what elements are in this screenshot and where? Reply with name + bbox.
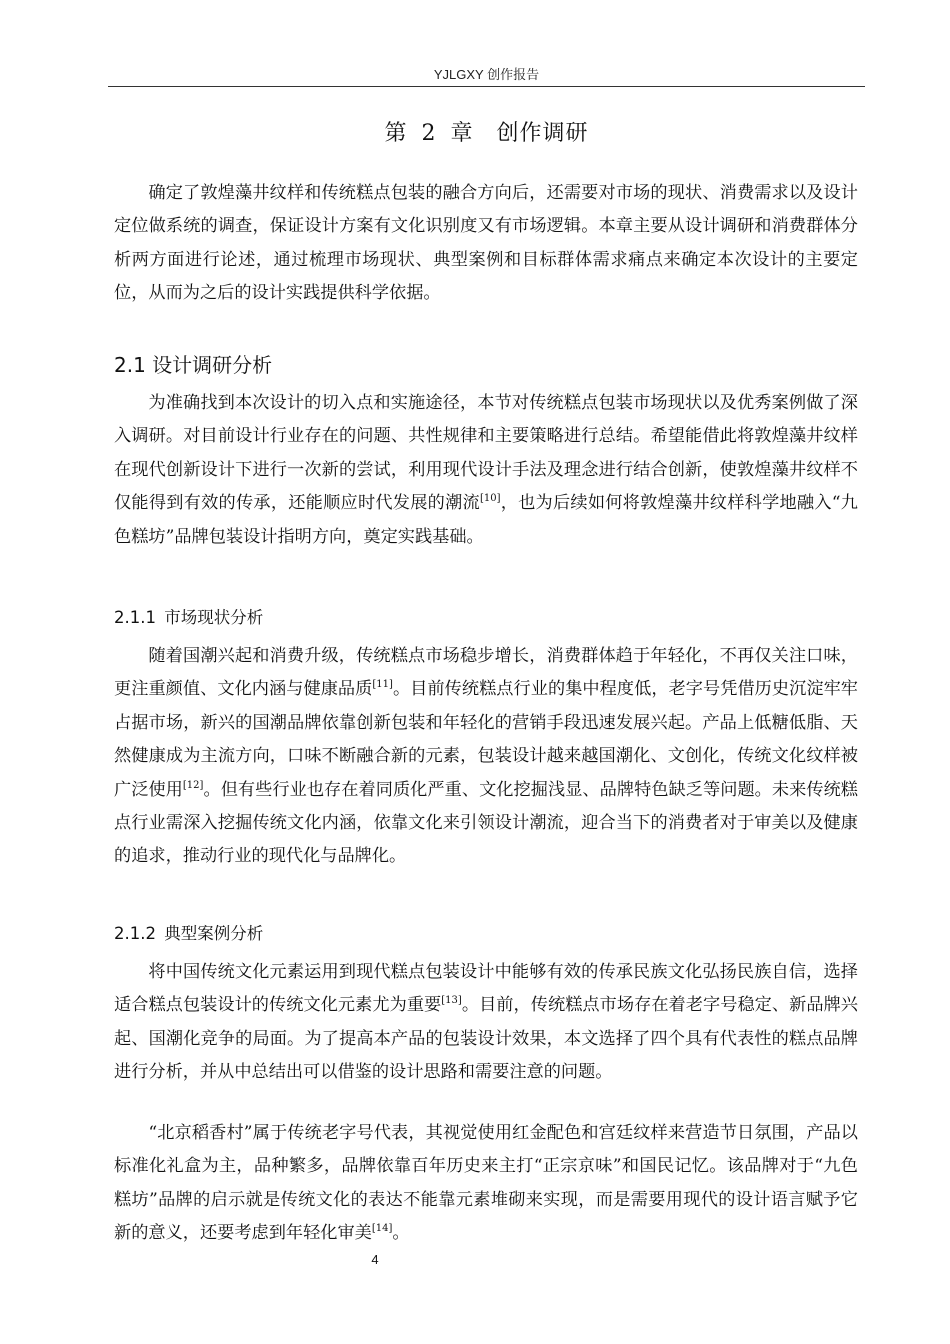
header-rule <box>108 86 865 87</box>
paragraph-text: “北京稻香村”属于传统老字号代表，其视觉使用红金配色和宫廷纹样来营造节日氛围，产品以标准化礼盒为主，品种繁多，品牌依靠百年历史来主打“正宗京味”和国民记忆。该品牌对于“九色糕坊”品牌的启示就是传统文化的表达不能靠元素堆砌来实现，而是需要用现代的设计语言赋予它新的意义，还要考虑到年轻化审美 <box>114 1123 858 1244</box>
citation-ref: [10] <box>479 493 501 505</box>
intro-paragraph: 确定了敦煌藻井纹样和传统糕点包装的融合方向后，还需要对市场的现状、消费需求以及设计定位做系统的调查，保证设计方案有文化识别度又有市场逻辑。本章主要从设计调研和消费群体分析两方面进行论述，通过梳理市场现状、典型案例和目标群体需求痛点来确定本次设计的主要定位，从而为之后的设计实践提供科学依据。 <box>114 183 858 304</box>
paragraph-text: 。目前，传统糕点市场存在着老字号稳定、新品牌兴起、国潮化竞争的局面。为了提高本产品的包装设计效果，本文选择了四个具有代表性的糕点品牌进行分析，并从中总结出可以借鉴的设计思路和需要注意的问题。 <box>114 995 858 1083</box>
section-2-1-1-paragraph <box>114 640 858 874</box>
section-heading-2-1: 2.1 设计调研分析 <box>114 353 273 377</box>
running-header: YJLGXY 创作报告 <box>433 67 540 82</box>
paragraph-text: 。 <box>392 1223 410 1244</box>
paragraph-text: 。目前传统糕点行业的集中程度低，老字号凭借历史沉淀牢牢占据市场，新兴的国潮品牌依靠创新包装和年轻化的营销手段迅速发展兴起。产品上低糖低脂、天然健康成为主流方向，口味不断融合新的元素，包装设计越来越国潮化、文创化，传统文化纹样被广泛使用 <box>114 679 858 800</box>
paragraph-text: ，也为后续如何将敦煌藻井纹样科学地融入“九色糕坊”品牌包装设计指明方向，奠定实践基础。 <box>114 493 858 547</box>
citation-ref: [12] <box>182 779 204 791</box>
citation-ref: [13] <box>441 995 462 1007</box>
citation-ref: [14] <box>371 1223 393 1235</box>
paragraph-text: 将中国传统文化元素运用到现代糕点包装设计中能够有效的传承民族文化弘扬民族自信，选择适合糕点包装设计的传统文化元素尤为重要 <box>114 962 858 1016</box>
section-2-1-2-paragraph-2 <box>114 1117 858 1251</box>
paragraph-text: 随着国潮兴起和消费升级，传统糕点市场稳步增长，消费群体趋于年轻化，不再仅关注口味，更注重颜值、文化内涵与健康品质 <box>114 646 858 700</box>
citation-ref: [11] <box>372 679 393 691</box>
section-heading-2-1-1: 2.1.1 市场现状分析 <box>114 608 264 627</box>
section-2-1-2-paragraph-1 <box>114 956 858 1090</box>
section-heading-2-1-2: 2.1.2 典型案例分析 <box>114 924 264 943</box>
page-number: 4 <box>371 1252 379 1267</box>
chapter-title: 第 2 章 创作调研 <box>384 121 589 146</box>
section-2-1-paragraph <box>114 387 858 554</box>
paragraph-text: 。但有些行业也存在着同质化严重、文化挖掘浅显、品牌特色缺乏等问题。未来传统糕点行业需深入挖掘传统文化内涵，依靠文化来引领设计潮流，迎合当下的消费者对于审美以及健康的追求，推动行业的现代化与品牌化。 <box>114 779 858 867</box>
paragraph-text: 为准确找到本次设计的切入点和实施途径，本节对传统糕点包装市场现状以及优秀案例做了深入调研。对目前设计行业存在的问题、共性规律和主要策略进行总结。希望能借此将敦煌藻井纹样在现代创新设计下进行一次新的尝试，利用现代设计手法及理念进行结合创新，使敦煌藻井纹样不仅能得到有效的传承，还能顺应时代发展的潮流 <box>114 393 858 514</box>
